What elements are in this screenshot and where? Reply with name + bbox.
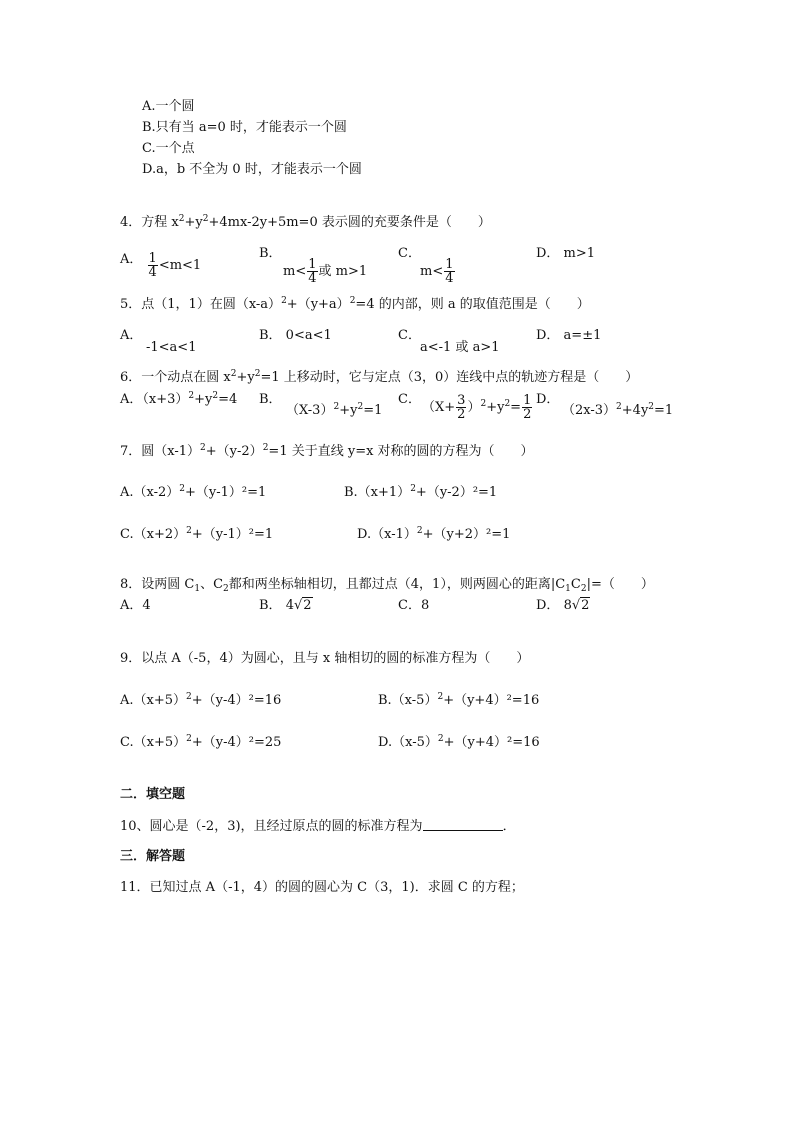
q9-option-b: $B.(x-5)^2+(y+4)^2=16$ [378, 692, 540, 708]
fraction: $\frac{1}{2}$ [523, 393, 532, 422]
q5-stem: 5．点（1，1）在圆$(x-a)^2+(y+a)^2=4$ 的内部，则 a 的取值范围是（ ） [120, 296, 590, 312]
answer-blank [423, 818, 503, 831]
q6-option-d-label: D． [536, 392, 560, 407]
q6-option-d: $(2x-3)^2+4y^2=1$ [562, 402, 674, 418]
q8-stem: 8．设两圆 $C_1$、$C_2$都和两坐标轴相切，且都过点（4，1），则两圆心的距离$|C_1C_2|=$（ ） [120, 577, 654, 594]
q5-option-a-label: A． [120, 328, 143, 343]
q5-option-c-label: C． [398, 328, 421, 343]
q6-option-b: $(X-3)^2+y^2=1$ [286, 402, 383, 418]
sqrt-sign: √2 [293, 598, 312, 613]
q9-option-d: $D.(x-5)^2+(y+4)^2=16$ [378, 734, 540, 750]
q3-option-b: B.只有当 a=0 时，才能表示一个圆 [142, 120, 347, 135]
fraction: $\frac{1}{4}$ [148, 251, 157, 280]
section-heading-solve: 三．解答题 [120, 849, 186, 864]
q8-option-b: B． 4√2 [259, 598, 312, 613]
q4-option-c: C． m< $\frac{1}{4}$ [398, 246, 454, 286]
q3-option-a: A.一个圆 [142, 99, 195, 114]
q5-option-b: B． 0<a<1 [259, 328, 332, 343]
q10-stem: 10、圆心是（-2，3)，且经过原点的圆的标准方程为 ． [120, 819, 516, 834]
q5-option-c: a<-1 或 a>1 [420, 340, 500, 355]
q9-stem: 9．以点 A（-5，4）为圆心，且与 x 轴相切的圆的标准方程为（ ） [120, 651, 530, 666]
q6-option-a: A．$(x+3)^2+y^2=4$ [120, 391, 238, 407]
sqrt-sign: √2 [571, 598, 590, 613]
q8-option-d: D． 8√2 [536, 598, 590, 613]
fraction: $\frac{1}{4}$ [445, 257, 454, 286]
q9-option-c: $C.(x+5)^2+(y-4)^2=25$ [120, 734, 282, 750]
fraction: $\frac{1}{4}$ [308, 257, 317, 286]
q4-option-d: D． m>1 [536, 246, 596, 261]
q4-stem: 4．方程 $x^2+y^2+4mx-2y+5m=0$ 表示圆的充要条件是（ ） [120, 214, 491, 230]
q7-option-b: $B.(x+1)^2+(y-2)^2=1$ [344, 484, 498, 500]
q7-stem: 7．圆$(x-1)^2+(y-2)^2=1$ 关于直线 y=x 对称的圆的方程为（ ） [120, 443, 534, 459]
q4-option-b: B． m< $\frac{1}{4}$ 或 m>1 [259, 246, 368, 286]
q3-option-d: D.a，b 不全为 0 时，才能表示一个圆 [142, 162, 362, 177]
q7-option-a: $A.(x-2)^2+(y-1)^2=1$ [120, 484, 267, 500]
fraction: $\frac{3}{2}$ [457, 393, 466, 422]
q6-option-c: （X+ $\frac{3}{2}$ ）$^2+y^2=$ $\frac{1}{2}$ [422, 393, 532, 422]
q5-option-a: -1<a<1 [146, 340, 197, 355]
q8-option-c: C．8 [398, 598, 430, 613]
q8-option-a: A．4 [120, 598, 151, 613]
q7-option-c: $C.(x+2)^2+(y-1)^2=1$ [120, 526, 274, 542]
q5-option-d: D． a=±1 [536, 328, 602, 343]
q4-option-a: A． $\frac{1}{4}$ <m<1 [120, 251, 202, 280]
q9-option-a: $A.(x+5)^2+(y-4)^2=16$ [120, 692, 282, 708]
q6-option-b-label: B． [259, 392, 282, 407]
q7-option-d: $D.(x-1)^2+(y+2)^2=1$ [357, 526, 511, 542]
q3-option-c: C.一个点 [142, 141, 195, 156]
q6-stem: 6．一个动点在圆 $x^2+y^2=1$ 上移动时，它与定点（3，0）连线中点的轨迹方程是（ ） [120, 369, 639, 385]
q11-stem: 11．已知过点 A（-1，4）的圆的圆心为 C（3，1)．求圆 C 的方程； [120, 880, 524, 895]
section-heading-fill-in: 二．填空题 [120, 787, 186, 802]
q6-option-c-label: C． [398, 392, 421, 407]
